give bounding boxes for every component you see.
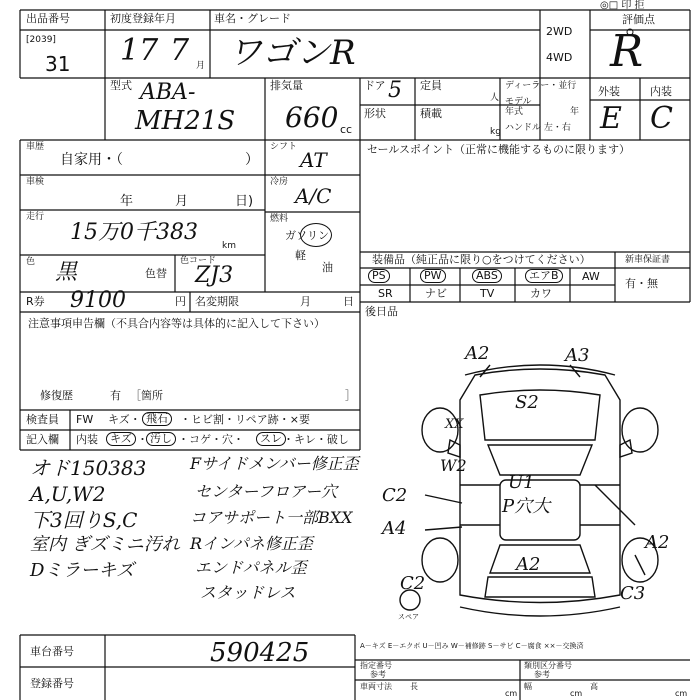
diag-mark-a2-right: A2 (645, 532, 670, 553)
inspection-label: 車検 (26, 177, 45, 187)
interior-label: 内装 (650, 85, 672, 98)
category-label: 類別区分番号 (524, 661, 572, 670)
expiry-month: 月 (300, 295, 311, 308)
diag-mark-hole: P穴大 (502, 496, 551, 517)
repair-close: ］ (345, 389, 356, 402)
mark-burn-hole: ・コゲ・穴・ (178, 433, 244, 446)
first-reg-month-unit: 月 (196, 61, 206, 71)
repair-label: 修復歴 (40, 389, 73, 402)
length-label: 長 (410, 682, 418, 691)
inspection-month: 月 (175, 194, 189, 209)
diag-spare-label: スペア (398, 613, 419, 621)
ac-value: A/C (295, 184, 332, 208)
diag-mark-xx: XX (445, 417, 464, 432)
diag-mark-a2-front: A2 (465, 343, 490, 364)
equipment-label: 装備品（純正品に限り○をつけてください） (372, 253, 591, 266)
color-change-label: 色替 (145, 267, 167, 280)
note-left-5: Dミラーキズ (30, 560, 135, 581)
type-value-line2: MH21S (135, 106, 236, 136)
diag-mark-w2: W2 (440, 456, 467, 475)
caution-label: 注意事項申告欄（不具合内容等は具体的に記入して下さい） (28, 317, 325, 330)
equip-airbag: エアB (525, 269, 563, 283)
warranty-label: 新車保証書 (625, 255, 671, 265)
score-label: 評価点 (622, 13, 655, 26)
inspector-label: 検査員 (26, 413, 59, 426)
dealer-label: ディーラー・並行 (505, 81, 577, 91)
score-value: R (610, 26, 644, 77)
inspection-day: 日) (235, 194, 254, 209)
note-right-5: エンドパネル歪 (195, 558, 307, 577)
interior-grade: C (650, 101, 673, 136)
history-close: ） (245, 152, 259, 168)
odometer-value: 15万0千383 (70, 220, 198, 245)
equip-navi: ナビ (425, 287, 447, 300)
equip-leather: カワ (530, 287, 552, 300)
expiry-label: 名変期限 (195, 295, 239, 308)
top-right-fragment: ◎□ 印 拒 (600, 0, 645, 11)
note-left-2: A,U,W2 (30, 482, 106, 506)
equip-abs: ABS (472, 269, 502, 283)
mark-fw: FW (76, 413, 94, 426)
cc-unit: cc (340, 123, 353, 136)
diag-mark-c3: C3 (620, 583, 646, 604)
kg-unit: kg (490, 127, 501, 137)
door-count: 5 (388, 78, 402, 103)
history-value: 自家用・（ (60, 152, 123, 168)
r-ticket-value: 9100 (70, 288, 126, 313)
chassis-value: 590425 (210, 638, 310, 668)
color-code-value: ZJ3 (195, 263, 234, 288)
note-right-2: センターフロアー穴 (195, 482, 338, 501)
shape-label: 形状 (364, 107, 386, 120)
diag-mark-a4: A4 (382, 518, 407, 539)
equip-sr: SR (378, 287, 393, 300)
shift-value: AT (300, 148, 327, 172)
height-cm: cm (675, 689, 688, 698)
shift-label: シフト (270, 142, 298, 152)
fuel-gasoline-circle (300, 223, 332, 247)
note-left-4: 室内 ぎズミニ汚れ (30, 534, 180, 555)
load-label: 積載 (420, 107, 442, 120)
color-label: 色 (26, 257, 36, 267)
sales-point-label: セールスポイント（正常に機能するものに限ります） (367, 143, 631, 156)
model-year-label: モデル年式 (505, 97, 532, 117)
lot-no-label: 出品番号 (26, 12, 70, 25)
mark-others-row1: ・ヒビ割・リペア跡・×要 (180, 413, 310, 426)
equip-aw: AW (582, 270, 600, 283)
note-right-3: コアサポート一部BXX (190, 508, 353, 527)
length-cm: cm (505, 689, 518, 698)
chassis-label: 車台番号 (30, 645, 74, 658)
note-right-1: Fサイドメンバー修正歪 (190, 454, 359, 473)
capacity-label: 定員 (420, 79, 442, 92)
equip-ps: PS (368, 269, 390, 283)
type-value-line1: ABA- (140, 80, 196, 105)
year-unit: 年 (570, 107, 580, 117)
mark-others-row2: ・キレ・破し (283, 433, 349, 446)
door-label: ドア (364, 79, 386, 92)
reg-no-label: 登録番号 (30, 677, 74, 690)
mark-interior: 内装 (76, 433, 98, 446)
displacement-label: 排気量 (270, 79, 303, 92)
person-unit: 人 (490, 93, 500, 103)
repair-place: ［箇所 (130, 389, 163, 402)
repair-yes: 有 (110, 389, 121, 402)
handle-label: ハンドル 左・右 (505, 123, 571, 133)
mark-sep: ・ (137, 433, 148, 446)
drive-4wd: 4WD (546, 51, 573, 64)
color-code-label: 色コード (180, 256, 217, 266)
model-name: ワゴンR (228, 33, 356, 73)
odometer-label: 走行 (26, 212, 45, 222)
first-reg-label: 初度登録年月 (110, 12, 176, 25)
diag-mark-c2-side: C2 (382, 485, 408, 506)
marks-label: 記入欄 (26, 433, 59, 446)
diag-mark-a3: A3 (565, 345, 590, 366)
exterior-label: 外装 (598, 85, 620, 98)
displacement-value: 660 (285, 101, 339, 134)
lot-number: 31 (45, 52, 71, 76)
first-reg-month: 7 (170, 33, 190, 68)
mark-wear: スレ (256, 432, 286, 446)
designated-ref: 参考 (370, 670, 386, 679)
r-ticket-label: R券 (26, 295, 45, 308)
yen-unit: 円 (175, 295, 186, 308)
equip-pw: PW (420, 269, 446, 283)
first-reg-year: 17 (120, 33, 159, 68)
designated-label: 指定番号 (360, 661, 392, 670)
mark-scratch: キズ・ (108, 413, 141, 426)
diag-mark-u1: U1 (508, 472, 535, 493)
note-right-6: スタッドレス (200, 583, 296, 602)
width-label: 幅 (524, 682, 532, 691)
note-left-1: オド150383 (30, 456, 147, 480)
width-cm: cm (570, 689, 583, 698)
type-label: 型式 (110, 79, 132, 92)
equip-tv: TV (480, 287, 495, 300)
mark-stone-chip: 飛石 (142, 412, 172, 426)
mark-dirt: 汚し (146, 432, 176, 446)
note-right-4: Rインパネ修正歪 (190, 534, 313, 553)
ac-label: 冷房 (270, 177, 289, 187)
fuel-diesel: 油 (322, 261, 333, 274)
fuel-gasoline: ガソリン (285, 229, 329, 242)
km-unit: km (222, 241, 236, 251)
drive-2wd: 2WD (546, 25, 573, 38)
auction-code: [2039] (26, 35, 56, 45)
height-label: 高 (590, 682, 598, 691)
exterior-grade: E (600, 101, 622, 136)
color-value: 黒 (55, 260, 78, 285)
model-name-label: 車名・グレード (214, 12, 291, 25)
note-left-3: 下3回りS,C (30, 508, 138, 532)
dims-label: 車両寸法 (360, 682, 392, 691)
category-ref: 参考 (534, 670, 550, 679)
diag-mark-a2-rear: A2 (516, 554, 541, 575)
inspection-year: 年 (120, 194, 134, 209)
damage-legend: A－キズ E－エクボ U－凹み W－補修跡 S－サビ C－腐食 ××－交換済 (360, 642, 584, 650)
diag-mark-c2-rear: C2 (400, 573, 426, 594)
history-label: 車歴 (26, 142, 45, 152)
diag-mark-s2: S2 (515, 392, 539, 413)
mark-int-scratch: キズ (106, 432, 136, 446)
expiry-day: 日 (343, 295, 354, 308)
fuel-label: 燃料 (270, 214, 289, 224)
fuel-light: 軽 (295, 249, 306, 262)
warranty-value: 有・無 (625, 277, 658, 290)
remarks-label: 後日品 (365, 305, 398, 318)
